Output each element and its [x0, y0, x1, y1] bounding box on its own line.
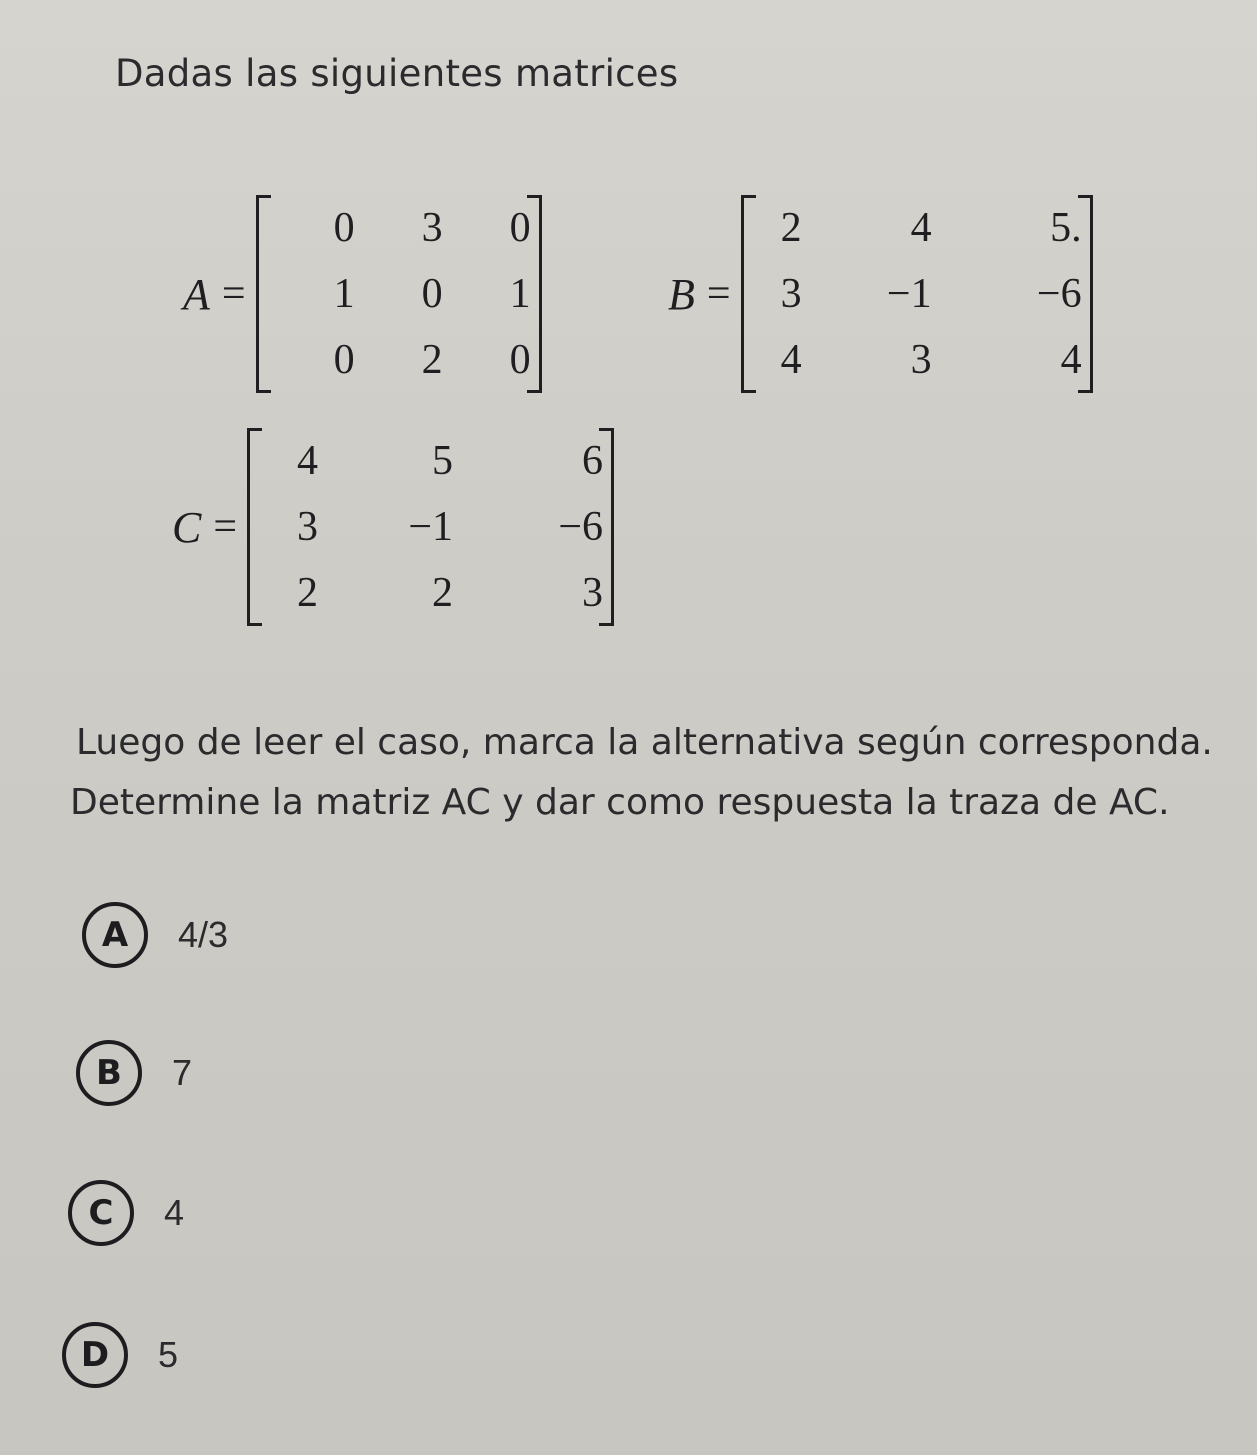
matrix-cell: 3 [297, 504, 319, 550]
matrix-cell: 3 [421, 205, 443, 251]
option-a[interactable] [82, 902, 228, 968]
question-text: Determine la matriz AC y dar como respuesta la traza de AC. [70, 782, 1170, 823]
equals-sign: = [706, 271, 731, 317]
matrix-cell: −6 [558, 504, 604, 550]
matrix-cell: 3 [780, 271, 802, 317]
matrix-cell: −6 [1036, 271, 1082, 317]
matrix-cell: 1 [509, 271, 531, 317]
matrix-cell: 5 [432, 438, 454, 484]
matrix-cell: 4 [910, 205, 932, 251]
matrix-cell: 4 [1060, 337, 1082, 383]
instruction-text: Luego de leer el caso, marca la alternativa según corresponda. [76, 722, 1213, 763]
matrix-cell: 1 [333, 271, 355, 317]
matrix-c [172, 428, 614, 626]
matrix-cell: 2 [432, 570, 454, 616]
matrix-cell: 2 [421, 337, 443, 383]
matrix-b-name: B [668, 269, 695, 319]
matrix-cell: −1 [408, 504, 454, 550]
matrix-cell: 5. [1050, 205, 1082, 251]
option-c-text[interactable]: 4 [164, 1192, 185, 1233]
matrix-b-body [741, 195, 1093, 393]
equals-sign: = [221, 271, 246, 317]
option-b[interactable] [76, 1040, 192, 1106]
matrix-cell: −1 [886, 271, 932, 317]
option-c-radio[interactable]: C [68, 1180, 134, 1246]
matrix-cell: 0 [333, 337, 355, 383]
equals-sign: = [213, 504, 238, 550]
matrix-c-name: C [172, 502, 202, 552]
matrix-c-body [247, 428, 614, 626]
option-a-radio[interactable]: A [82, 902, 148, 968]
option-c[interactable] [68, 1180, 184, 1246]
matrix-cell: 4 [780, 337, 802, 383]
matrix-cell: 0 [509, 337, 531, 383]
matrix-cell: 0 [333, 205, 355, 251]
option-d-radio[interactable]: D [62, 1322, 128, 1388]
matrix-cell: 3 [910, 337, 932, 383]
matrix-a-body [256, 195, 542, 393]
matrix-a-name: A [183, 269, 210, 319]
option-d[interactable] [62, 1322, 178, 1388]
matrix-cell: 6 [582, 438, 604, 484]
intro-text: Dadas las siguientes matrices [115, 52, 679, 95]
option-a-text[interactable]: 4/3 [178, 914, 229, 955]
option-b-text[interactable]: 7 [172, 1052, 193, 1093]
matrix-cell: 2 [780, 205, 802, 251]
matrix-cell: 0 [421, 271, 443, 317]
matrix-cell: 3 [582, 570, 604, 616]
matrix-a [183, 195, 542, 393]
option-b-radio[interactable]: B [76, 1040, 142, 1106]
matrix-cell: 2 [297, 570, 319, 616]
matrix-cell: 4 [297, 438, 319, 484]
matrix-cell: 0 [509, 205, 531, 251]
option-d-text[interactable]: 5 [158, 1334, 179, 1375]
matrix-b [668, 195, 1093, 393]
